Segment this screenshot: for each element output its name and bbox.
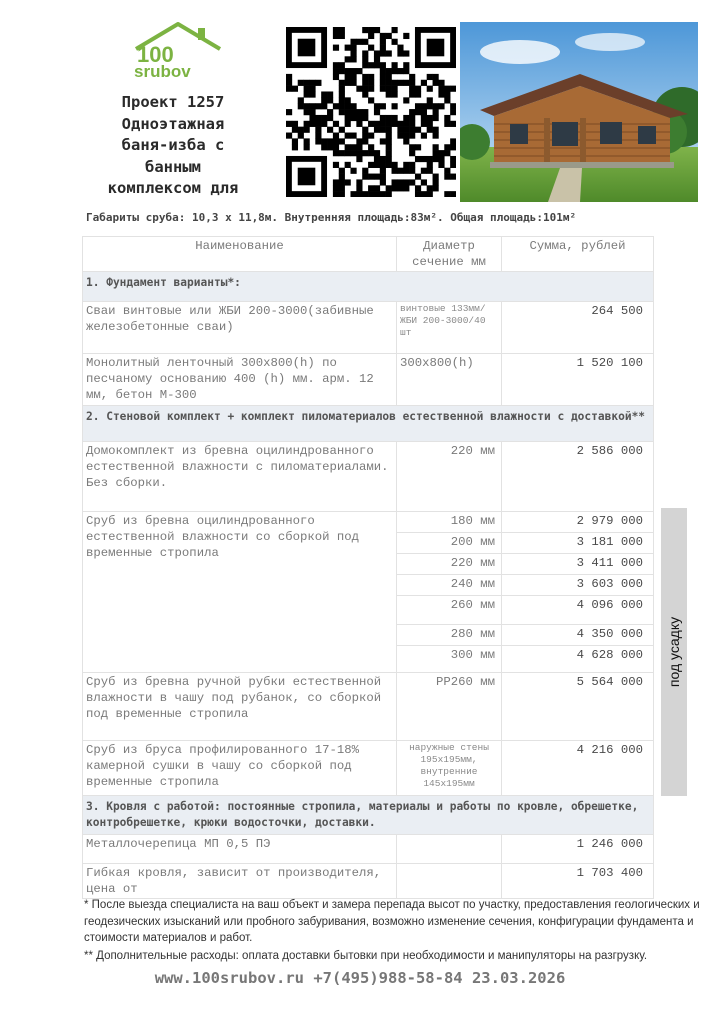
log-frame-diameter: 280 мм — [397, 625, 502, 646]
qr-code — [286, 27, 456, 197]
log-frame-sum: 4 350 000 — [502, 625, 654, 646]
piles-name: Сваи винтовые или ЖБИ 200-3000(забивные железобетонные сваи) — [83, 302, 397, 354]
beam-name: Сруб из бруса профилированного 17-18% камерной сушки в чашу со сборкой под временные стропила — [83, 741, 397, 796]
table-row — [83, 302, 654, 354]
hand-cut-diameter: РР260 мм — [397, 673, 502, 741]
table-row — [83, 835, 654, 864]
housekit-diameter: 220 мм — [397, 442, 502, 512]
beam-diameter-line: 145х195мм — [423, 778, 475, 789]
title-line: Проект 1257 — [121, 93, 225, 111]
soft-roof-diameter — [397, 864, 502, 899]
company-logo — [128, 22, 228, 80]
beam-diameter-line: 195х195мм, — [420, 754, 478, 765]
title-line: комплексом для — [107, 179, 239, 197]
price-table — [82, 236, 654, 899]
title-line: баня-изба с — [121, 136, 225, 154]
footnote-2: ** Дополнительные расходы: оплата доставки бытовки при необходимости и манипуляторы на разгрузку. — [84, 949, 648, 962]
shrinkage-tag — [661, 508, 687, 796]
log-frame-diameter: 200 мм — [397, 533, 502, 554]
header-name: Наименование — [83, 237, 397, 272]
project-title — [88, 92, 258, 200]
log-frame-diameter: 180 мм — [397, 512, 502, 533]
section-foundation: 1. Фундамент варианты*: — [83, 272, 654, 302]
log-frame-name: Сруб из бревна оцилиндрованного естественной влажности со сборкой под временные стропила — [83, 512, 397, 673]
metal-roof-name: Металлочерепица МП 0,5 ПЭ — [83, 835, 397, 864]
hand-cut-sum: 5 564 000 — [502, 673, 654, 741]
beam-sum: 4 216 000 — [502, 741, 654, 796]
log-frame-sum: 3 603 000 — [502, 575, 654, 596]
log-frame-diameter: 240 мм — [397, 575, 502, 596]
table-row — [83, 512, 654, 533]
table-row — [83, 673, 654, 741]
shrinkage-tag-label: под усадку — [666, 616, 682, 688]
footnotes — [84, 897, 704, 965]
section-row — [83, 796, 654, 835]
table-row — [83, 442, 654, 512]
housekit-sum: 2 586 000 — [502, 442, 654, 512]
section-row — [83, 406, 654, 442]
metal-roof-sum: 1 246 000 — [502, 835, 654, 864]
header-diameter-line: Диаметр — [423, 239, 475, 253]
header-diameter — [397, 237, 502, 272]
table-header-row — [83, 237, 654, 272]
strip-sum: 1 520 100 — [502, 354, 654, 406]
log-frame-diameter: 260 мм — [397, 596, 502, 625]
footnote-1: * После выезда специалиста на ваш объект и замера перепада высот по участку, предоставления геологических и геодезических изысканий или пробного забуривания, возможно изменение сечения, конфигурации фундамента и стоимости материалов и работ. — [84, 899, 700, 944]
piles-diameter: винтовые 133мм/ЖБИ 200-3000/40 шт — [397, 302, 502, 354]
house-photo — [460, 22, 698, 202]
soft-roof-name: Гибкая кровля, зависит от производителя, цена от — [83, 864, 397, 899]
header-diameter-line: сечение мм — [412, 255, 486, 269]
table-row — [83, 864, 654, 899]
housekit-name: Домокомплект из бревна оцилиндрованного естественной влажности с пиломатериалами. Без сборки. — [83, 442, 397, 512]
title-line: банным — [145, 157, 201, 176]
section-row — [83, 272, 654, 302]
log-frame-sum: 2 979 000 — [502, 512, 654, 533]
log-frame-sum: 4 096 000 — [502, 596, 654, 625]
log-frame-sum: 4 628 000 — [502, 646, 654, 673]
piles-sum: 264 500 — [502, 302, 654, 354]
footer-contacts: www.100srubov.ru +7(495)988-58-84 23.03.2026 — [154, 969, 566, 987]
log-frame-diameter: 300 мм — [397, 646, 502, 673]
logo-number: 100 — [137, 42, 174, 67]
logo-brand: srubov — [134, 62, 191, 80]
log-frame-sum: 3 181 000 — [502, 533, 654, 554]
table-row — [83, 741, 654, 796]
section-roof: 3. Кровля с работой: постоянные стропила, материалы и работы по кровле, обрешетке, контробрешетке, крюки водосточки, доставки. — [83, 796, 654, 835]
section-walls: 2. Стеновой комплект + комплект пиломатериалов естественной влажности с доставкой** — [83, 406, 654, 442]
table-row — [83, 354, 654, 406]
log-frame-sum: 3 411 000 — [502, 554, 654, 575]
hand-cut-name: Сруб из бревна ручной рубки естественной влажности в чашу под рубанок, со сборкой под временные стропила — [83, 673, 397, 741]
header-sum: Сумма, рублей — [502, 237, 654, 272]
metal-roof-diameter — [397, 835, 502, 864]
beam-diameter — [397, 741, 502, 796]
dimensions-line: Габариты сруба: 10,3 х 11,8м. Внутренняя площадь:83м². Общая площадь:101м² — [86, 211, 577, 224]
strip-diameter: 300х800(h) — [397, 354, 502, 406]
title-line: Одноэтажная — [121, 114, 225, 133]
soft-roof-sum: 1 703 400 — [502, 864, 654, 899]
log-frame-diameter: 220 мм — [397, 554, 502, 575]
beam-diameter-line: наружные стены — [409, 742, 489, 753]
strip-name: Монолитный ленточный 300х800(h) по песчаному основанию 400 (h) мм. арм. 12 мм, бетон М-300 — [83, 354, 397, 406]
beam-diameter-line: внутренние — [420, 766, 478, 777]
